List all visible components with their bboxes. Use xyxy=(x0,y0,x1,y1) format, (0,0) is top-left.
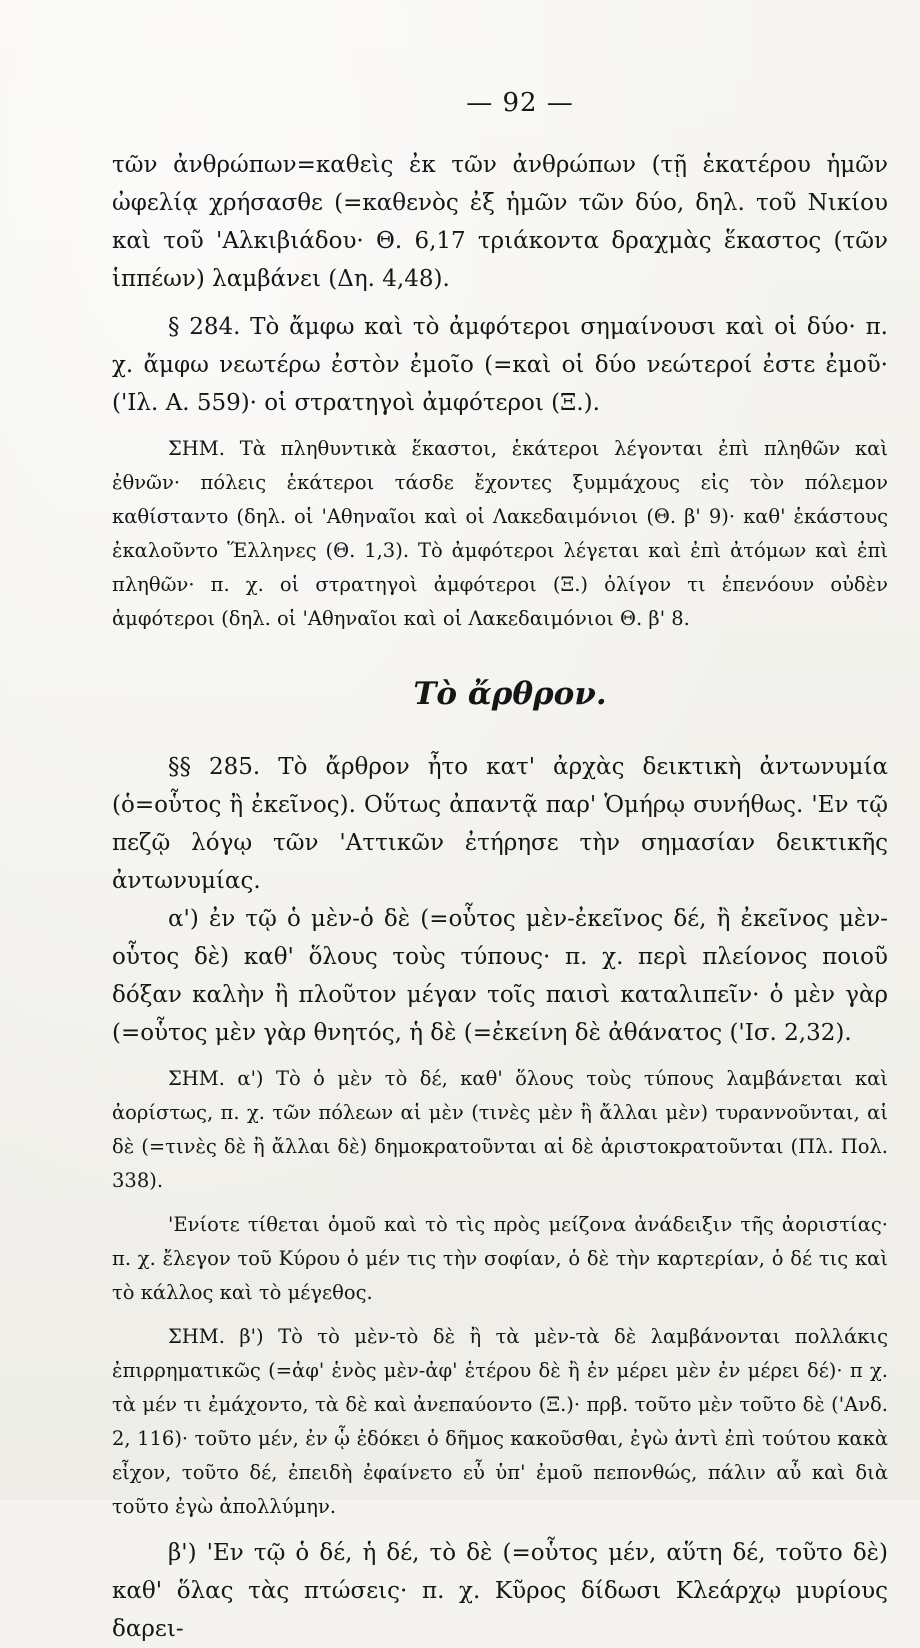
note-a-paragraph: ΣΗΜ. α') Τὸ ὁ μὲν τὸ δέ, καθ' ὅλους τοὺς τύπους λαμβάνεται καὶ ἀορίστως, π. χ. τῶν πόλεων αἱ μὲν (τινὲς μὲν ἢ ἄλλαι μὲν) τυραννοῦνται, αἱ δὲ (=τινὲς δὲ ἢ ἄλλαι δὲ) δημοκρατοῦνται αἱ δὲ ἀριστοκρατοῦνται (Πλ. Πολ. 338). xyxy=(112,1067,888,1192)
note-b-paragraph: ΣΗΜ. β') Τὸ τὸ μὲν-τὸ δὲ ἢ τὰ μὲν-τὰ δὲ λαμβάνονται πολλάκις ἐπιρρηματικῶς (=ἀφ' ἑνὸς μὲν-ἀφ' ἑτέρου δὲ ἢ ἐν μέρει μὲν ἐν μέρει δέ)· π χ. τὰ μέν τι ἐμάχοντο, τὰ δὲ καὶ ἀνεπαύοντο (Ξ.)· πρβ. τοῦτο μὲν τοῦτο δὲ ('Ανδ. 2, 116)· τοῦτο μέν, ἐν ᾧ ἐδόκει ὁ δῆμος κακοῦσθαι, ἐγὼ ἀντὶ ἐπὶ τούτου κακὰ εἶχον, τοῦτο δέ, ἐπειδὴ ἐφαίνετο εὖ ὑπ' ἐμοῦ πεπονθώς, πάλιν αὖ καὶ διὰ τοῦτο ἐγὼ ἀπολλύμην. xyxy=(112,1325,888,1518)
section-285-b-paragraph: β') 'Εν τῷ ὁ δέ, ἡ δέ, τὸ δὲ (=οὗτος μέν, αὕτη δέ, τοῦτο δὲ) καθ' ὅλας τὰς πτώσεις· π. χ. Κῦρος δίδωσι Κλεάρχῳ μυρίους δαρει- xyxy=(112,1540,888,1642)
section-heading: Τὸ ἄρθρον. xyxy=(413,676,607,712)
page-number: — 92 — xyxy=(466,88,574,118)
paragraph-continuation: τῶν ἀνθρώπων=καθεὶς ἐκ τῶν ἀνθρώπων (τῇ ἑκατέρου ἡμῶν ὠφελίᾳ χρήσασθε (=καθενὸς ἐξ ἡμῶν τῶν δύο, δηλ. τοῦ Νικίου καὶ τοῦ 'Αλκιβιάδου· Θ. 6,17 τριάκοντα δραχμὰς ἕκαστος (τῶν ἱππέων) λαμβάνει (Δη. 4,48). xyxy=(112,152,888,292)
section-285-paragraph: §§ 285. Τὸ ἄρθρον ἦτο κατ' ἀρχὰς δεικτικὴ ἀντωνυμία (ὁ=οὗτος ἢ ἐκεῖνος). Οὕτως ἀπαντᾷ παρ' Ὁμήρῳ συνήθως. 'Εν τῷ πεζῷ λόγῳ τῶν 'Αττικῶν ἐτήρησε τὴν σημασίαν δεικτικῆς ἀντωνυμίας. xyxy=(112,754,888,894)
section-285-a-paragraph: α') ἐν τῷ ὁ μὲν-ὁ δὲ (=οὗτος μὲν-ἐκεῖνος δέ, ἢ ἐκεῖνος μὲν-οὗτος δὲ) καθ' ὅλους τοὺς τύπους· π. χ. περὶ πλείονος ποιοῦ δόξαν καλὴν ἢ πλοῦτον μέγαν τοῖς παισὶ καταλιπεῖν· ὁ μὲν γὰρ (=οὗτος μὲν γὰρ θνητός, ἡ δὲ (=ἐκείνη δὲ ἀθάνατος ('Ισ. 2,32). xyxy=(112,906,888,1046)
note-a-continuation-paragraph: 'Ενίοτε τίθεται ὁμοῦ καὶ τὸ τὶς πρὸς μείζονα ἀνάδειξιν τῆς ἀοριστίας· π. χ. ἔλεγον τοῦ Κύρου ὁ μέν τις τὴν σοφίαν, ὁ δὲ τὴν καρτερίαν, ὁ δέ τις καὶ τὸ κάλλος καὶ τὸ μέγεθος. xyxy=(112,1213,888,1304)
section-284-paragraph: § 284. Τὸ ἄμφω καὶ τὸ ἀμφότεροι σημαίνουσι καὶ οἱ δύο· π. χ. ἄμφω νεωτέρω ἐστὸν ἐμοῖο (=καὶ οἱ δύο νεώτεροί ἐστε ἐμοῦ· ('Ιλ. Α. 559)· οἱ στρατηγοὶ ἀμφότεροι (Ξ.). xyxy=(112,314,888,416)
note-284-paragraph: ΣΗΜ. Τὰ πληθυντικὰ ἕκαστοι, ἑκάτεροι λέγονται ἐπὶ πληθῶν καὶ ἐθνῶν· πόλεις ἑκάτεροι τάσδε ἔχοντες ξυμμάχους εἰς τὸν πόλεμον καθίσταντο (δηλ. οἱ 'Αθηναῖοι καὶ οἱ Λακεδαιμόνιοι (Θ. β' 9)· καθ' ἑκάστους ἐκαλοῦντο Ἕλληνες (Θ. 1,3). Τὸ ἀμφότεροι λέγεται καὶ ἐπὶ ἀτόμων καὶ ἐπὶ πληθῶν· π. χ. οἱ στρατηγοὶ ἀμφότεροι (Ξ.) ὀλίγον τι ἐπενόουν οὐδὲν ἀμφότεροι (δηλ. οἱ 'Αθηναῖοι καὶ οἱ Λακεδαιμόνιοι Θ. β' 8. xyxy=(112,437,888,630)
